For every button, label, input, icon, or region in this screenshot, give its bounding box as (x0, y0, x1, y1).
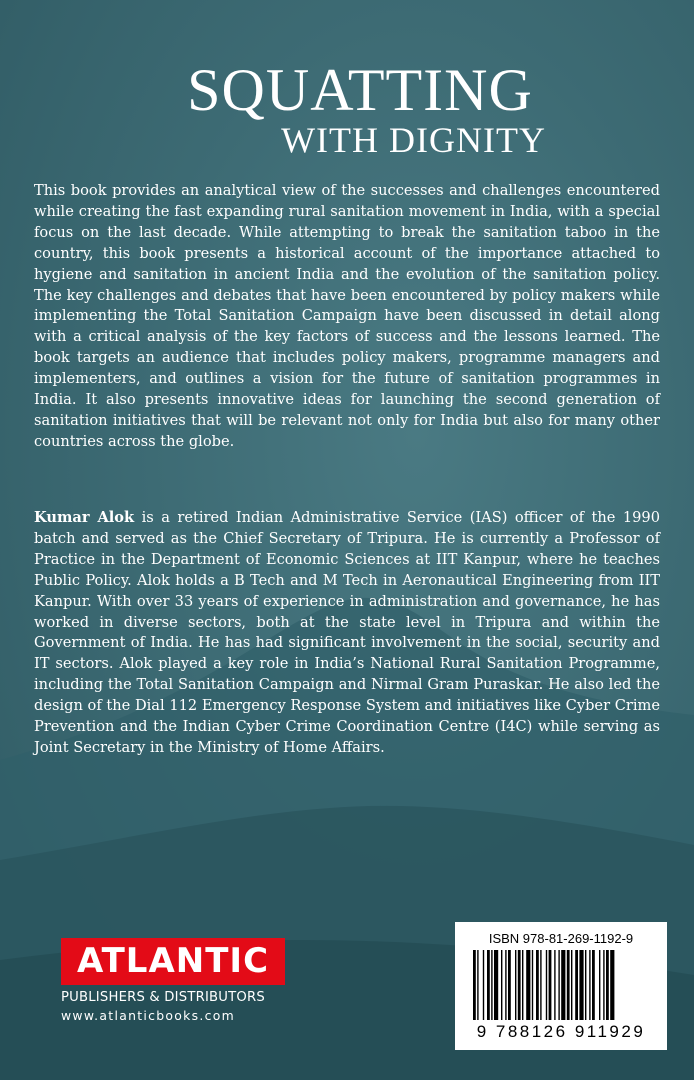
barcode-bar (477, 950, 478, 1020)
barcode-bar (561, 950, 565, 1020)
barcode-bar (540, 950, 541, 1020)
barcode-bar (589, 950, 590, 1020)
barcode-bar (567, 950, 570, 1020)
publisher-website: www.atlanticbooks.com (61, 1008, 236, 1023)
barcode-bar (518, 950, 521, 1020)
barcode-bar (522, 950, 523, 1020)
publisher-logo-text: ATLANTIC (76, 941, 270, 981)
isbn-barcode (455, 922, 667, 1050)
publisher-name: PUBLISHERS & DISTRIBUTORS (61, 990, 265, 1005)
barcode-bar (571, 950, 572, 1020)
publisher-logo (61, 938, 285, 985)
barcode-digits: 9 788126 911929 (476, 1022, 646, 1041)
barcode-bar (526, 950, 530, 1020)
barcode-bar (501, 950, 502, 1020)
barcode-bar (491, 950, 492, 1020)
barcode-bar (483, 950, 484, 1020)
barcode-bar (575, 950, 578, 1020)
barcode-bar (592, 950, 595, 1020)
author-bio-text: is a retired Indian Administrative Service (IAS) officer of the 1990 batch and served as the Chief Secretary of Tripura. He is currently a Professor of Practice in the Department of Economic Sciences at IIT Kanpur, where he teaches Public Policy. Alok holds a B Tech and M Tech in Aeronautical Engineering from IIT Kanpur. With over 33 years of experience in administration and governance, he has worked in diverse sectors, both at the state level in Tripura and within the Government of India. He has had significant involvement in the social, security and IT sectors. Alok played a key role in India’s National Rural Sanitation Programme, including the Total Sanitation Campaign and Nirmal Gram Puraskar. He also led the design of the Dial 112 Emergency Response System and initiatives like Cyber Crime Prevention and the Indian Cyber Crime Coordination Centre (I4C) while serving as Joint Secretary in the Ministry of Home Affairs. (34, 509, 660, 756)
title-line-2: WITH DIGNITY (281, 120, 546, 160)
barcode-bar (515, 950, 516, 1020)
barcode-bar (508, 950, 511, 1020)
barcode-bar (494, 950, 498, 1020)
barcode-bar (549, 950, 552, 1020)
barcode-bar (473, 950, 476, 1020)
barcode-bar (579, 950, 583, 1020)
book-blurb: This book provides an analytical view of the successes and challenges encountered while creating the fast expanding rural sanitation movement in India, with a special focus on the last decade. While attempting to break the sanitation taboo in the country, this book presents a historical account of the importance attached to hygiene and sanitation in ancient India and the evolution of the sanitation policy. The key challenges and debates that have been encountered by policy makers while implementing the Total Sanitation Campaign have been discussed in detail along with a critical analysis of the key factors of success and the lessons learned. The book targets an audience that includes policy makers, programme managers and implementers, and outlines a vision for the future of sanitation programmes in India. It also presents innovative ideas for launching the second generation of sanitation initiatives that will be relevant not only for India but also for many other countries across the globe. (34, 182, 660, 450)
barcode-bar (536, 950, 539, 1020)
barcode-bar (505, 950, 506, 1020)
barcode-bar (546, 950, 547, 1020)
barcode-bar (610, 950, 614, 1020)
barcode-bar (585, 950, 586, 1020)
title-line-1: SQUATTING (187, 57, 533, 123)
barcode-bar (603, 950, 604, 1020)
barcode-bar (554, 950, 555, 1020)
barcode-bar (487, 950, 490, 1020)
author-name: Kumar Alok (34, 509, 135, 526)
barcode-bar (606, 950, 609, 1020)
barcode-bars (473, 950, 653, 1020)
barcode-bar (558, 950, 559, 1020)
isbn-label: ISBN 978-81-269-1192-9 (488, 931, 634, 946)
barcode-bar (599, 950, 600, 1020)
barcode-bar (532, 950, 533, 1020)
author-bio (34, 508, 660, 759)
